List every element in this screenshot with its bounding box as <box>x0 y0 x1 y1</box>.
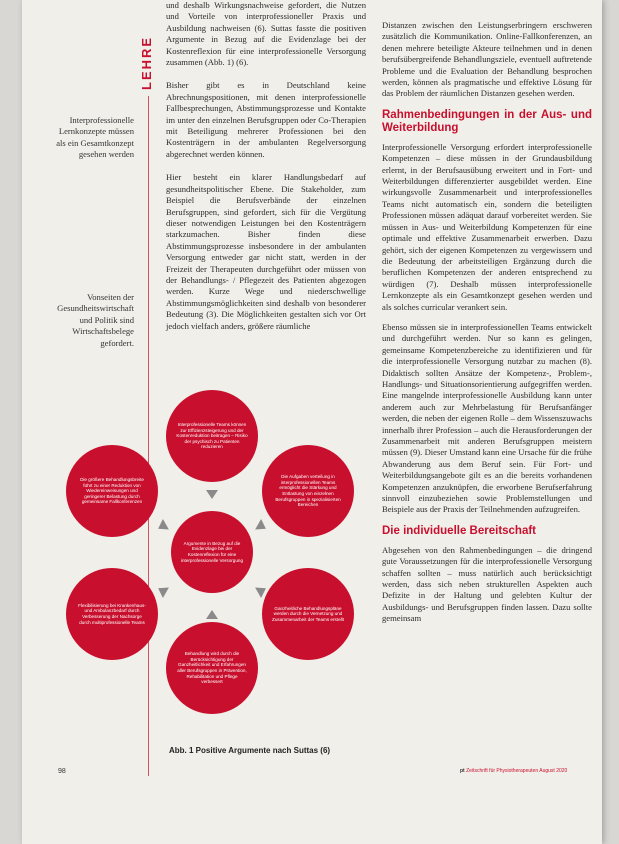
argument-diagram <box>52 390 352 740</box>
margin-note-2: Vonseiten der Gesundheitswirtschaft und Politik sind Wirtschaftsbelege gefordert. <box>57 292 134 348</box>
arrow-down-icon <box>206 490 218 499</box>
arrow-down-icon <box>155 583 169 598</box>
figure-caption: Abb. 1 Positive Argumente nach Suttas (6) <box>169 746 331 755</box>
arrow-down-icon <box>255 519 269 534</box>
footer-journal <box>460 768 567 774</box>
margin-note-1: Interprofessionelle Lernkonzepte müssen als ein Gesamtkonzept gesehen werden <box>56 115 134 160</box>
right-intro-paragraph: Distanzen zwischen den Leistungserbringern erschweren zusätzlich die Kommunikation. Online-Fallkonferenzen, an denen mehrere beteiligte Akteure teilnehmen und in denen berufsübergreifende Behandlungsziele, eventuell auftretende Probleme und die Evaluation der Behandlung besprochen werden, können als pragmatische und effektive Lösung für das Problem der räumlichen Distanzen gesehen werden. <box>382 20 592 99</box>
section-label: LEHRE <box>139 35 154 90</box>
diagram-node-5: Flexibilisierung bei Krankenhaus- und Ambulanzbedarf durch Verbesserung der Nachsorge durch multiprofessionelle Teams <box>66 568 158 660</box>
page-number: 98 <box>58 768 66 775</box>
heading-bereitschaft: Die individuelle Bereitschaft <box>382 524 537 537</box>
footer-prefix: pt <box>460 768 465 774</box>
diagram-node-6: Die größere Behandlungsbreite führt zu einer Reduktion von Wiedereinweisungen und geringerer Belastung durch gemeinsame Fallkonferenzen <box>66 445 158 537</box>
magazine-page <box>22 0 602 844</box>
diagram-center: Argumente in Bezug auf die Evidenzlage bei der Kostenreflexion für eine interprofessionelle Versorgung <box>171 511 253 593</box>
right-paragraph-1: Interprofessionelle Versorgung erfordert interprofessionelle Kompetenzen – diese müssen in der Grundausbildung erlernt, in der Berufsausübung erweitert und in Fort- und Weiterbildungen differenzierter ausgebildet werden. Eine wirkungsvolle Zusammenarbeit und interprofessionelles Teams nicht automatisch ein, sondern die beteiligten Professionen müssen adäquat darauf vorbereitet werden. Sie müssen in Aus- und Weiterbildung Kompetenzen für eine optimale und effektive Zusammenarbeit erwerben. Dazu gehört, sich der eigenen Kompetenzen zu vergewissern und die Bedeutung der arbeitsteiligen Ergänzung durch die beruflichen Kompetenzen der anderen entsprechend zu würdigen (7). Deshalb müssen interprofessionelle Lernkonzepte als ein Gesamtkonzept gesehen werden und als solches curricular verankert sein. <box>382 141 592 312</box>
arrow-down-icon <box>155 519 169 534</box>
right-column <box>382 20 592 634</box>
arrow-down-icon <box>206 610 218 619</box>
middle-paragraph-1: und deshalb Wirkungsnachweise gefordert, die Nutzen und Vorteile von interprofessioneller Praxis und Ausbildung nachweisen (6). Suttas fasste die positiven Argumente in Bezug auf die Evidenzlage bei der Kostenreflexion für eine interprofessionelle Versorgung zusammen (Abb. 1) (6). <box>166 0 366 68</box>
right-paragraph-3: Abgesehen von den Rahmenbedingungen – die dringend gute Voraussetzungen für die interprofessionelle Versorgung schaffen sollten – muss natürlich auch berücksichtigt werden, dass sich neben strukturellen Aspekten auch Defizite in der Haltung und gelebten Kultur der Ausbildungs- und Berufsgruppen finden lassen. Dazu sollte gemeinsam <box>382 544 592 624</box>
middle-paragraph-3: Hier besteht ein klarer Handlungsbedarf auf gesundheitspolitischer Ebene. Die Stakeholder, zum Beispiel die Berufsverbände der einzelnen Berufsgruppen, sind gefordert, sich für die Vergütung dieser notwendigen Leistungen bei den Kostenträgern starkzumachen. Bisher finden diese Abstimmungsprozesse insbesondere in der ambulanten Versorgung entweder gar nicht statt, werden in der Freizeit der Therapeuten durchgeführt oder müssen von der Behandlungs- / Pflegezeit des Patienten abgezogen werden. Kurze Wege und niederschwellige Abstimmungsmöglichkeiten sind deshalb von besonderer Bedeutung (3). Die Möglichkeiten gestalten sich vor Ort jedoch vielfach anders, größere räumliche <box>166 172 366 331</box>
footer-journal-name: Zeitschrift für Physiotherapeuten <box>466 768 539 774</box>
diagram-node-4: Behandlung wird durch die Berücksichtigung der Ganzheitlichkeit und Erfahrungen aller Berufsgruppen in Prävention, Rehabilitation und Pflege verbessert <box>166 622 258 714</box>
footer-issue: August 2020 <box>539 768 568 774</box>
heading-rahmenbedingungen: Rahmenbedingungen in der Aus- und Weiterbildung <box>382 108 592 134</box>
diagram-node-2: Die Aufgaben verteilung in interprofessionellen Teams ermöglicht die Stärkung und Entlastung von einzelnen Berufsgruppen in spezialisierten Bereichen <box>262 445 354 537</box>
right-paragraph-2: Ebenso müssen sie in interprofessionellen Teams entwickelt und durchgeführt werden. Nur so kann es gelingen, gemeinsame Kompetenzbereiche zu identifizieren und für die interprofessionelle Versorgung nutzbar zu machen (8). Didaktisch sollten Ansätze der Kompetenz-, Problem-, Handlungs- und Situationsorientierung aufgegriffen werden. Eine mangelnde interprofessionelle Ausbildung kann unter anderem auch zur Mehrbelastung für Berufsanfänger werden, die neben der eigenen Rolle – dem Wissenszuwachs innerhalb ihrer Profession – auch die Herausforderungen der Zusammenarbeit mit anderen Berufsgruppen meistern müssen (9). Dieser Umstand kann eine Ursache für die frühe Abwanderung aus dem Beruf sein. Für Fort- und Weiterbildungsangebote gilt es an die bereits vorhandenen Kompetenzen anzuknüpfen, die erworbene Berufserfahrung sinnvoll einzubeziehen sowie Problemstellungen und Beispiele aus der Praxis der Teilnehmenden aufzugreifen. <box>382 321 592 515</box>
middle-paragraph-2: Bisher gibt es in Deutschland keine Abrechnungspositionen, mit denen interprofessionelle Fallbesprechungen, Abstimmungsprozesse und Kontakte im unter den einzelnen Berufsgruppen oder Co-Therapien mit Beteiligung mehrerer Professionen bei den Kostenträgern in der ambulanten Regelversorgung abgerechnet werden können. <box>166 80 366 159</box>
diagram-node-3: Ganzheitliche Behandlungspläne werden durch die Vernetzung und Zusammenarbeit der Teams erstellt <box>262 568 354 660</box>
middle-column <box>166 0 366 341</box>
diagram-node-1: Interprofessionelle Teams können zur Effizienzsteigerung und der Kostenreduktion beitragen – Risiko der psychisch zu Patienten reduzieren <box>166 390 258 482</box>
